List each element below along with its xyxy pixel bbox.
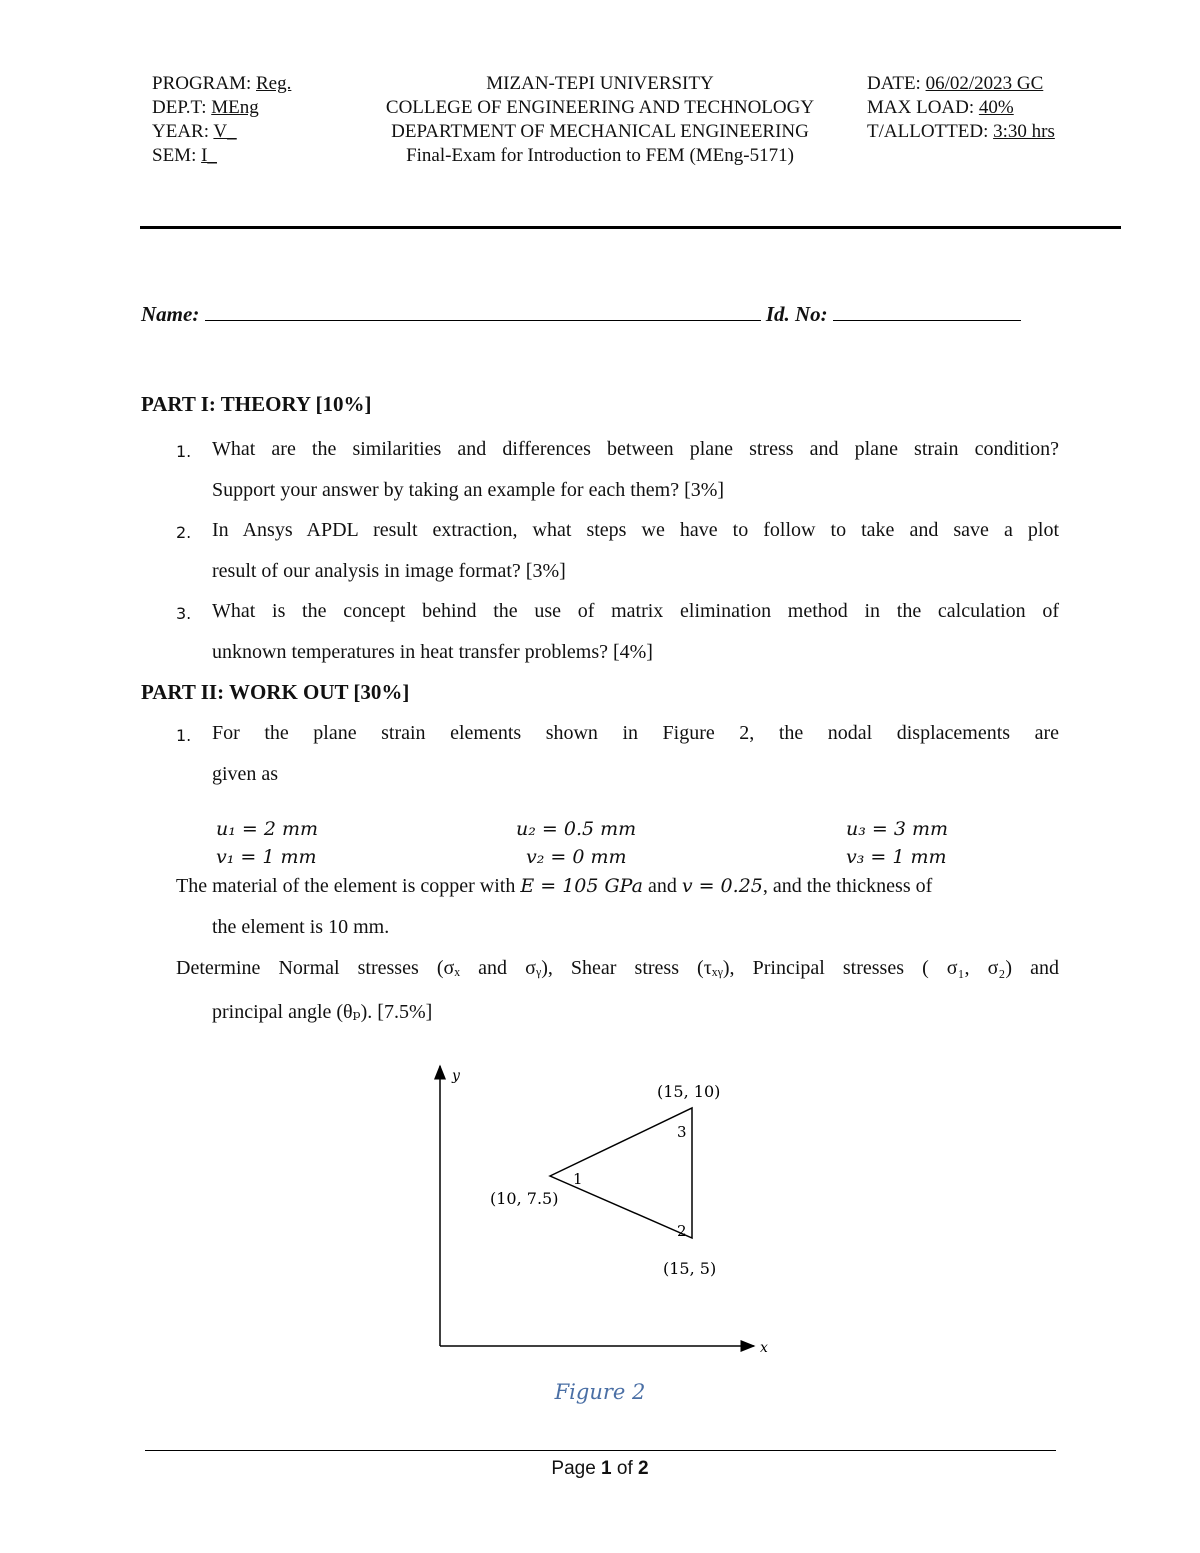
disp-v1: v₁ = 1 mm	[216, 846, 317, 868]
node-1-id: 1	[573, 1170, 583, 1188]
name-field[interactable]	[205, 304, 761, 321]
page-number: Page 1 of 2	[551, 1458, 649, 1479]
college-name: COLLEGE OF ENGINEERING AND TECHNOLOGY	[385, 97, 815, 118]
figure-caption: Figure 2	[554, 1380, 646, 1404]
header-left	[152, 72, 291, 168]
header-program: PROGRAM: Reg.	[152, 73, 292, 94]
node-3-coord: (15, 10)	[657, 1082, 721, 1101]
part1-q1-line1: What are the similarities and differences between plane stress and plane strain condition?	[212, 438, 1059, 460]
id-label: Id. No:	[765, 302, 828, 326]
y-axis-label: y	[452, 1068, 460, 1084]
header-center	[330, 72, 870, 168]
part2-q1-line1: For the plane strain elements shown in Figure 2, the nodal displacements are	[212, 722, 1059, 744]
disp-v2: v₂ = 0 mm	[526, 846, 627, 868]
part1-title: PART I: THEORY [10%]	[141, 392, 372, 416]
determine-line2: principal angle (θₚ). [7.5%]	[212, 1001, 433, 1023]
node-3-id: 3	[677, 1123, 687, 1141]
name-label: Name:	[141, 302, 200, 326]
header-time: T/ALLOTTED: 3:30 hrs	[867, 121, 1055, 142]
student-info-line	[141, 302, 1021, 327]
figure-2-diagram	[420, 1060, 800, 1360]
part1-q2-line1: In Ansys APDL result extraction, what steps we have to follow to take and save a plot	[212, 519, 1059, 541]
disp-u2: u₂ = 0.5 mm	[516, 818, 637, 840]
part2-q1-line2: given as	[212, 763, 279, 785]
part2-title: PART II: WORK OUT [30%]	[141, 680, 410, 704]
exam-title: Final-Exam for Introduction to FEM (MEng-5171)	[406, 145, 794, 166]
part1-q2-number: 2.	[176, 523, 192, 542]
header-date: DATE: 06/02/2023 GC	[867, 73, 1044, 94]
part1-q1-line2: Support your answer by taking an example for each them? [3%]	[212, 479, 725, 501]
determine-line1: Determine Normal stresses (σₓ and σᵧ), Shear stress (τₓᵧ), Principal stresses ( σ₁, σ₂) and	[176, 957, 1059, 979]
node-1-coord: (10, 7.5)	[490, 1189, 559, 1208]
x-axis-label: x	[760, 1340, 768, 1356]
department-name: DEPARTMENT OF MECHANICAL ENGINEERING	[391, 121, 809, 142]
header-max-load: MAX LOAD: 40%	[867, 97, 1014, 118]
header-year: YEAR: V_	[152, 121, 237, 142]
footer-divider	[145, 1450, 1056, 1451]
triangle-element	[550, 1108, 692, 1238]
disp-u3: u₃ = 3 mm	[846, 818, 949, 840]
node-2-id: 2	[677, 1222, 687, 1240]
university-name: MIZAN-TEPI UNIVERSITY	[486, 73, 714, 94]
node-2-coord: (15, 5)	[663, 1259, 717, 1278]
part1-q1-number: 1.	[176, 442, 192, 461]
id-field[interactable]	[833, 304, 1021, 321]
part2-q1-number: 1.	[176, 726, 192, 745]
disp-v3: v₃ = 1 mm	[846, 846, 947, 868]
header-divider	[140, 226, 1121, 229]
header-right	[867, 72, 1055, 144]
part1-q3-line1: What is the concept behind the use of matrix elimination method in the calculation of	[212, 600, 1059, 622]
part1-q2-line2: result of our analysis in image format? [3%]	[212, 560, 566, 582]
part1-q3-number: 3.	[176, 604, 192, 623]
header-dept: DEP.T: MEng	[152, 97, 259, 118]
header-sem: SEM: I_	[152, 145, 217, 166]
thickness-line: the element is 10 mm.	[212, 916, 390, 938]
disp-u1: u₁ = 2 mm	[216, 818, 319, 840]
part1-q3-line2: unknown temperatures in heat transfer problems? [4%]	[212, 641, 653, 663]
material-line: The material of the element is copper with E = 105 GPa and v = 0.25, and the thickness of	[176, 875, 933, 897]
